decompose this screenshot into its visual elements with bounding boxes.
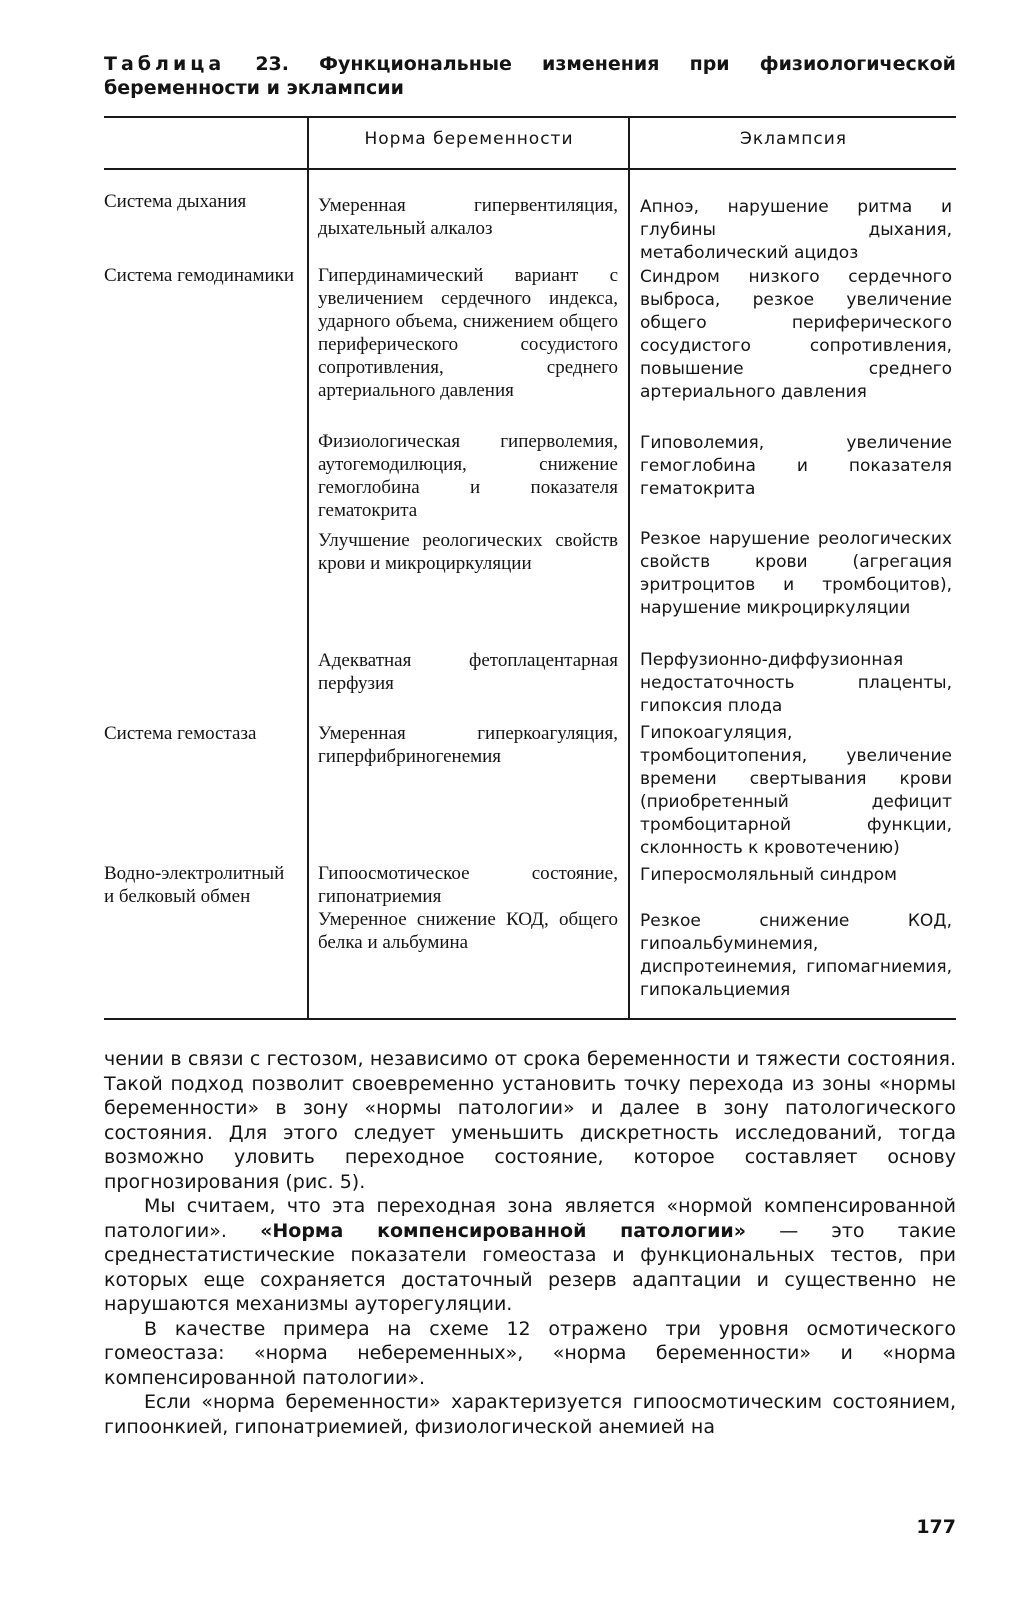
table-caption — [104, 52, 956, 100]
cell-norm-water-electrolyte-2: Умеренное снижение КОД, общего белка и альбумина — [318, 909, 618, 953]
cell-norm-hemodynamics-3: Улучшение реологических свойств крови и микроциркуляции — [318, 530, 618, 574]
cell-norm-hemodynamics-2: Физиологическая гиперволемия, аутогемодилюция, снижение гемоглобина и показателя гематокрита — [318, 431, 618, 521]
paragraph-4: Если «норма беременности» характеризуется гипоосмотическим состоянием, гипоонкией, гипонатриемией, физиологической анемией на — [104, 1391, 956, 1438]
paragraph-2-end: — это такие среднестатистические показатели гомеостаза и функциональных тестов, при которых еще сохраняется достаточный резерв адаптации и существенно не нарушаются механизмы ауторегуляции. — [104, 1219, 956, 1315]
cell-eclampsia-hemodynamics-3: Резкое нарушение реологических свойств крови (агрегация эритроцитов и тромбоцитов), нарушение микроциркуляции — [640, 529, 952, 618]
cell-eclampsia-water-electrolyte-2: Резкое снижение КОД, гипоальбуминемия, диспротеинемия, гипомагниемия, гипокальциемия — [640, 911, 952, 1000]
column-divider-2 — [628, 116, 630, 1020]
header-pregnancy-norm: Норма беременности — [364, 129, 574, 149]
table-top-rule — [104, 116, 956, 118]
cell-system-hemostasis: Система гемостаза — [104, 723, 257, 744]
cell-norm-water-electrolyte-1: Гипоосмотическое состояние, гипонатриемия — [318, 863, 618, 907]
header-eclampsia: Эклампсия — [740, 129, 847, 149]
table-caption-label: Таблица — [104, 53, 226, 75]
cell-eclampsia-hemodynamics-2: Гиповолемия, увеличение гемоглобина и показателя гематокрита — [640, 433, 952, 499]
table-caption-text: 23. Функциональные изменения при физиологической беременности и эклампсии — [104, 53, 956, 99]
table-bottom-rule — [104, 1018, 956, 1020]
cell-eclampsia-hemodynamics-1: Синдром низкого сердечного выброса, резкое увеличение общего периферического сосудистого сопротивления, повышение среднего артериального давления — [640, 267, 952, 402]
cell-norm-hemodynamics-4: Адекватная фетоплацентарная перфузия — [318, 650, 618, 694]
cell-norm-respiration: Умеренная гипервентиляция, дыхательный алкалоз — [318, 195, 618, 239]
cell-eclampsia-water-electrolyte-1: Гиперосмоляльный синдром — [640, 865, 898, 885]
cell-eclampsia-hemodynamics-4: Перфузионно-диффузионная недостаточность плаценты, гипоксия плода — [640, 650, 952, 716]
paragraph-3: В качестве примера на схеме 12 отражено три уровня осмотического гомеостаза: «норма небеременных», «норма беременности» и «норма компенсированной патологии». — [104, 1317, 956, 1389]
paragraph-1: чении в связи с гестозом, независимо от срока беременности и тяжести состояния. Такой подход позволит своевременно установить точку перехода из зоны «нормы беременности» в зону «нормы патологии» и далее в зону патологического состояния. Для этого следует уменьшить дискретность исследований, тогда возможно уловить переходное состояние, которое составляет основу прогнозирования (рис. 5). — [104, 1048, 956, 1193]
functional-changes-table — [104, 116, 956, 1022]
cell-system-respiration: Система дыхания — [104, 191, 247, 212]
cell-eclampsia-hemostasis: Гипокоагуляция, тромбоцитопения, увеличение времени свертывания крови (приобретенный дефицит тромбоцитарной функции, склонность к кровотечению) — [640, 723, 952, 858]
paragraph-2 — [104, 1194, 956, 1317]
cell-norm-hemostasis: Умеренная гиперкоагуляция, гиперфибриногенемия — [318, 723, 618, 767]
body-text — [104, 1047, 956, 1439]
cell-eclampsia-respiration: Апноэ, нарушение ритма и глубины дыхания, метаболический ацидоз — [640, 197, 952, 263]
page-number: 177 — [916, 1516, 956, 1538]
paragraph-2-bold-term: «Норма компенсированной патологии» — [260, 1219, 746, 1242]
table-header-rule — [104, 168, 956, 170]
cell-norm-hemodynamics-1: Гипердинамический вариант с увеличением сердечного индекса, ударного объема, снижением общего периферического сосудистого сопротивления, среднего артериального давления — [318, 265, 618, 401]
column-divider-1 — [307, 116, 309, 1020]
cell-system-water-electrolyte: Водно-электролитный и белковый обмен — [104, 863, 285, 907]
paragraph-2-start: Мы считаем, что эта переходная зона является «нормой компенсированной патологии». — [104, 1195, 956, 1242]
cell-system-hemodynamics: Система гемодинамики — [104, 265, 295, 286]
